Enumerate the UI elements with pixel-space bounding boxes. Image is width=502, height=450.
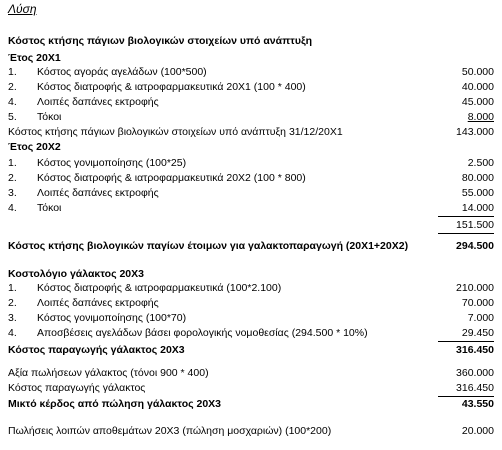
milk-cost-row: Κόστος παραγωγής γάλακτος 316.450 xyxy=(8,382,494,394)
list-item: 4. Τόκοι 14.000 xyxy=(8,202,494,214)
list-item: 1. Κόστος γονιμοποίησης (100*25) 2.500 xyxy=(8,157,494,169)
production-cost-total-row: Κόστος παραγωγής γάλακτος 20Χ3 316.450 xyxy=(8,344,494,356)
other-sales-row: Πωλήσεις λοιπών αποθεμάτων 20Χ3 (πώληση μοσχαριών) (100*200) 20.000 xyxy=(8,425,494,437)
milk-sales-row: Αξία πωλήσεων γάλακτος (τόνοι 900 * 400) 360.000 xyxy=(8,367,494,379)
list-item: 3. Λοιπές δαπάνες εκτροφής 55.000 xyxy=(8,187,494,199)
list-item: 5. Τόκοι 8.000 xyxy=(8,111,494,123)
list-item: 4. Αποσβέσεις αγελάδων βάσει φορολογικής νομοθεσίας (294.500 * 10%) 29.450 xyxy=(8,327,494,339)
gross-profit-row: Μικτό κέρδος από πώληση γάλακτος 20Χ3 43.550 xyxy=(8,398,494,410)
grand-total-row: Κόστος κτήσης βιολογικών παγίων έτοιμων για γαλακτοπαραγωγή (20Χ1+20Χ2) 294.500 xyxy=(8,240,494,252)
list-item: 4. Λοιπές δαπάνες εκτροφής 45.000 xyxy=(8,96,494,108)
year2-total-bottom-rule xyxy=(438,233,494,234)
year1-total-row: Κόστος κτήσης πάγιων βιολογικών στοιχείων υπό ανάπτυξη 31/12/20Χ1 143.000 xyxy=(8,126,494,138)
profit-rule xyxy=(438,396,494,397)
list-item: 2. Κόστος διατροφής & ιατροφαρμακευτικά 20Χ1 (100 * 400) 40.000 xyxy=(8,81,494,93)
year2-total-rule xyxy=(438,216,494,217)
list-item: 2. Κόστος διατροφής & ιατροφαρμακευτικά 20Χ2 (100 * 800) 80.000 xyxy=(8,172,494,184)
list-item: 1. Κόστος αγοράς αγελάδων (100*500) 50.000 xyxy=(8,66,494,78)
list-item: 3. Κόστος γονιμοποίησης (100*70) 7.000 xyxy=(8,312,494,324)
year2-label: Έτος 20Χ2 xyxy=(8,141,61,153)
year2-total-row: 151.500 xyxy=(456,219,494,231)
solution-title: Λύση xyxy=(8,2,37,16)
section1-heading: Κόστος κτήσης πάγιων βιολογικών στοιχείων υπό ανάπτυξη xyxy=(8,35,313,47)
section2-heading: Κοστολόγιο γάλακτος 20Χ3 xyxy=(8,268,144,280)
list-item: 1. Κόστος διατροφής & ιατροφαρμακευτικά (100*2.100) 210.000 xyxy=(8,282,494,294)
year1-label: Έτος 20Χ1 xyxy=(8,52,61,64)
section2-total-rule xyxy=(438,341,494,342)
list-item: 2. Λοιπές δαπάνες εκτροφής 70.000 xyxy=(8,297,494,309)
